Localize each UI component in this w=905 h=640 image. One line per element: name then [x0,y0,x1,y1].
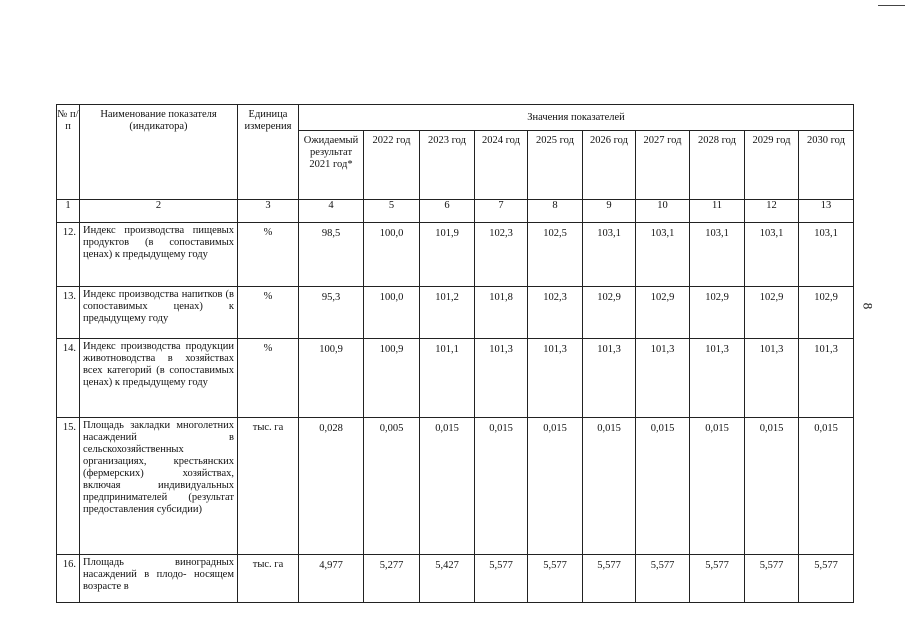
indicator-name: Площадь закладки многолетних насаждений в сельскохозяйственных организациях, крестьянских (фермерских) хозяйствах, включая индивидуальных предпринимателей (результат предоставления субсидии) [80,418,238,555]
column-number: 3 [238,200,299,223]
page-number: 8 [860,302,876,310]
row-number: 12. [57,223,80,287]
value-cell: 101,3 [583,339,636,418]
column-numbers-row [57,200,854,223]
column-number: 11 [690,200,745,223]
value-cell: 101,3 [636,339,690,418]
value-cell: 102,9 [799,287,854,339]
value-cell: 101,3 [745,339,799,418]
value-cell: 103,1 [745,223,799,287]
value-cell: 0,015 [745,418,799,555]
header-number: № п/п [57,105,80,200]
indicator-name: Индекс производства напитков (в сопоставимых ценах) к предыдущему году [80,287,238,339]
row-number: 13. [57,287,80,339]
table-row [57,287,854,339]
value-cell: 5,427 [420,555,475,603]
column-number: 13 [799,200,854,223]
unit-cell: тыс. га [238,418,299,555]
value-cell: 5,577 [799,555,854,603]
value-cell: 100,0 [364,223,420,287]
corner-line [878,5,905,6]
value-cell: 95,3 [299,287,364,339]
value-cell: 0,015 [799,418,854,555]
column-number: 1 [57,200,80,223]
value-cell: 101,3 [528,339,583,418]
value-cell: 5,577 [690,555,745,603]
column-number: 12 [745,200,799,223]
column-number: 5 [364,200,420,223]
value-cell: 101,3 [690,339,745,418]
indicator-name: Индекс производства пищевых продуктов (в сопоставимых ценах) к предыдущему году [80,223,238,287]
header-year: 2028 год [690,131,745,200]
value-cell: 101,9 [420,223,475,287]
column-number: 10 [636,200,690,223]
header-name: Наименование показателя (индикатора) [80,105,238,200]
unit-cell: % [238,339,299,418]
column-number: 6 [420,200,475,223]
value-cell: 5,577 [528,555,583,603]
table-row [57,339,854,418]
value-cell: 0,015 [420,418,475,555]
value-cell: 5,577 [475,555,528,603]
value-cell: 5,577 [745,555,799,603]
table-row [57,555,854,603]
value-cell: 0,015 [690,418,745,555]
value-cell: 102,9 [636,287,690,339]
value-cell: 0,015 [528,418,583,555]
indicator-name: Индекс производства продукции животноводства в хозяйствах всех категорий (в сопоставимых ценах) к предыдущему году [80,339,238,418]
value-cell: 0,015 [583,418,636,555]
value-cell: 0,015 [475,418,528,555]
column-number: 7 [475,200,528,223]
header-year: 2025 год [528,131,583,200]
value-cell: 101,8 [475,287,528,339]
header-values: Значения показателей [299,105,854,131]
value-cell: 5,577 [636,555,690,603]
column-number: 8 [528,200,583,223]
row-number: 16. [57,555,80,603]
header-year: 2024 год [475,131,528,200]
value-cell: 100,9 [299,339,364,418]
value-cell: 0,015 [636,418,690,555]
value-cell: 102,3 [528,287,583,339]
header-year: 2022 год [364,131,420,200]
value-cell: 103,1 [799,223,854,287]
value-cell: 101,2 [420,287,475,339]
value-cell: 100,9 [364,339,420,418]
row-number: 15. [57,418,80,555]
row-number: 14. [57,339,80,418]
indicators-table [56,104,854,603]
value-cell: 100,0 [364,287,420,339]
value-cell: 101,1 [420,339,475,418]
value-cell: 102,5 [528,223,583,287]
value-cell: 102,9 [583,287,636,339]
unit-cell: тыс. га [238,555,299,603]
value-cell: 101,3 [475,339,528,418]
header-year: 2027 год [636,131,690,200]
header-year: 2030 год [799,131,854,200]
value-cell: 103,1 [690,223,745,287]
unit-cell: % [238,287,299,339]
value-cell: 102,3 [475,223,528,287]
column-number: 9 [583,200,636,223]
header-year: 2023 год [420,131,475,200]
header-year: 2026 год [583,131,636,200]
value-cell: 5,277 [364,555,420,603]
value-cell: 103,1 [583,223,636,287]
table-row [57,418,854,555]
value-cell: 0,028 [299,418,364,555]
value-cell: 0,005 [364,418,420,555]
column-number: 4 [299,200,364,223]
value-cell: 101,3 [799,339,854,418]
unit-cell: % [238,223,299,287]
value-cell: 4,977 [299,555,364,603]
value-cell: 102,9 [690,287,745,339]
value-cell: 5,577 [583,555,636,603]
indicator-name: Площадь виноградных насаждений в плодо- носящем возрасте в [80,555,238,603]
header-unit: Единица измерения [238,105,299,200]
header-year: 2029 год [745,131,799,200]
table-row [57,223,854,287]
value-cell: 98,5 [299,223,364,287]
column-number: 2 [80,200,238,223]
value-cell: 102,9 [745,287,799,339]
value-cell: 103,1 [636,223,690,287]
header-year: Ожидаемый результат 2021 год* [299,131,364,200]
